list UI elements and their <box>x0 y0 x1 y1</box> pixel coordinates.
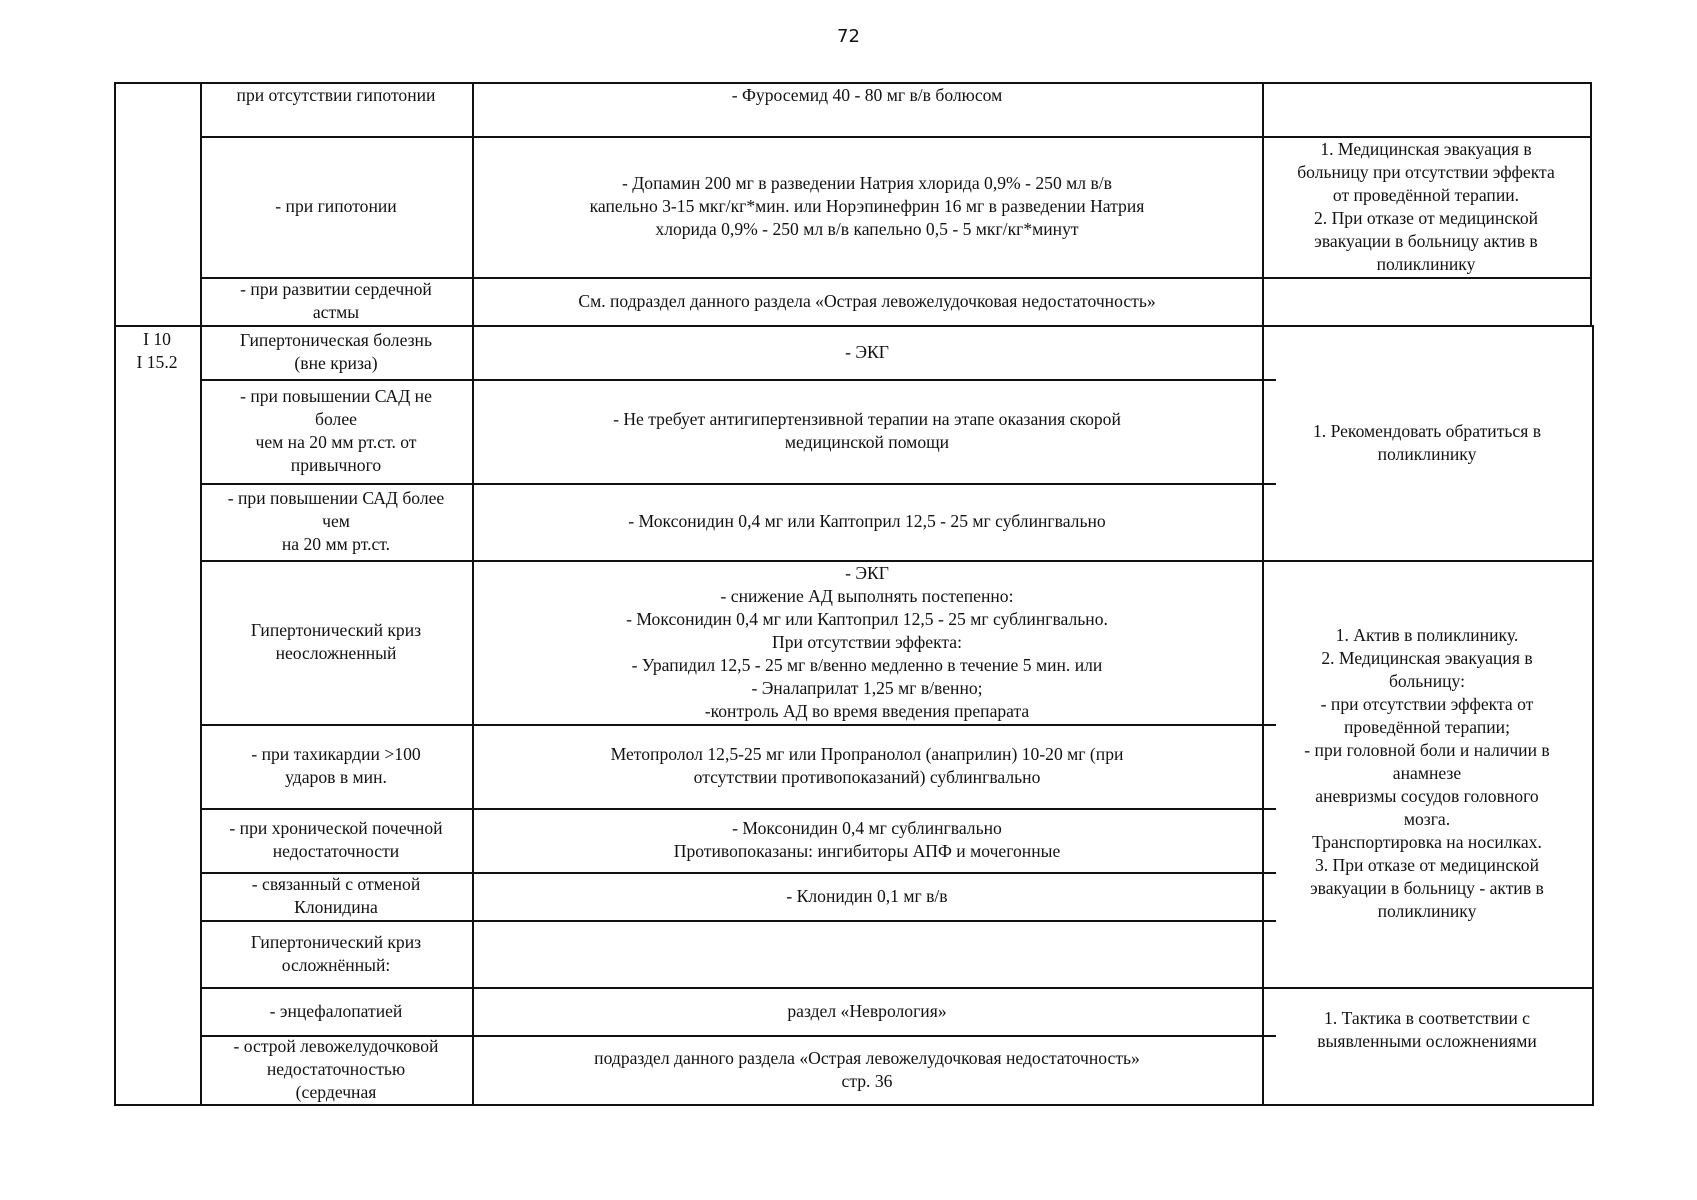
treatment-cell: См. подраздел данного раздела «Острая левожелудочковая недостаточность» <box>578 290 1156 311</box>
condition-cell: - при хронической почечной недостаточности <box>229 818 443 861</box>
condition-cell: - связанный с отменой Клонидина <box>251 874 421 917</box>
table-rule <box>114 82 116 1106</box>
condition-cell: при отсутствии гипотонии <box>236 85 436 105</box>
treatment-cell: - ЭКГ - снижение АД выполнять постепенно: - Моксонидин 0,4 мг или Каптоприл 12,5 - 25 мг сублингвально. При отсутствии эффекта: - Урапидил 12,5 - 25 мг в/венно медленно в течение 5 мин. или - Эналаприлат 1,25 мг в/венно; -контроль АД во время введения препарата <box>626 562 1108 721</box>
treatment-cell: - Фуросемид 40 - 80 мг в/в болюсом <box>731 85 1003 105</box>
actions-cell: 1. Тактика в соответствии с выявленными осложнениями <box>1317 1008 1537 1051</box>
condition-cell: Гипертонический криз осложнённый: <box>250 931 422 975</box>
treatment-cell: раздел «Неврология» <box>787 1000 947 1021</box>
treatment-cell: подраздел данного раздела «Острая левожелудочковая недостаточность» стр. 36 <box>594 1047 1140 1091</box>
treatment-cell: - ЭКГ <box>845 341 889 362</box>
table-rule <box>1590 82 1592 327</box>
condition-cell: - при тахикардии >100 ударов в мин. <box>251 744 421 787</box>
condition-cell: Гипертонический криз неосложненный <box>250 620 422 663</box>
actions-cell: 1. Рекомендовать обратиться в поликлинику <box>1312 420 1542 464</box>
treatment-cell: - Клонидин 0,1 мг в/в <box>786 885 948 906</box>
condition-cell: Гипертоническая болезнь (вне криза) <box>240 330 432 373</box>
treatment-cell <box>472 920 1262 987</box>
actions-cell: 1. Медицинская эвакуация в больницу при отсутствии эффекта от проведённой терапии. 2. При отказе от медицинской эвакуации в больницу актив в поликлинику <box>1297 138 1555 274</box>
icd-code-cell: I 10 I 15.2 <box>136 329 178 372</box>
condition-cell: - острой левожелудочковой недостаточностью (сердечная <box>233 1036 439 1102</box>
treatment-cell: Метопролол 12,5-25 мг или Пропранолол (анаприлин) 10-20 мг (при отсутствии противопоказаний) сублингвально <box>610 744 1124 787</box>
condition-cell: - при гипотонии <box>275 196 397 216</box>
treatment-cell: - Допамин 200 мг в разведении Натрия хлорида 0,9% - 250 мл в/в капельно 3-15 мкг/кг*мин. или Норэпинефрин 16 мг в разведении Натрия хлорида 0,9% - 250 мл в/в капельно 0,5 - 5 мкг/кг*минут <box>589 173 1145 239</box>
actions-cell: 1. Актив в поликлинику. 2. Медицинская эвакуация в больницу: - при отсутствии эффекта от проведённой терапии; - при головной боли и наличии в анамнезе аневризмы сосудов головного мозга. Транспортировка на носилках. 3. При отказе от медицинской эвакуации в больницу - актив в поликлинику <box>1304 625 1550 921</box>
treatment-cell: - Не требует антигипертензивной терапии на этапе оказания скорой медицинской помощи <box>613 409 1121 452</box>
treatment-table <box>114 82 1592 1106</box>
table-rule <box>114 1104 1592 1106</box>
condition-cell: - при развитии сердечной астмы <box>240 279 432 322</box>
treatment-cell: - Моксонидин 0,4 мг сублингвально Противопоказаны: ингибиторы АПФ и мочегонные <box>673 818 1061 861</box>
treatment-cell: - Моксонидин 0,4 мг или Каптоприл 12,5 - 25 мг сублингвально <box>628 511 1106 531</box>
condition-cell: - при повышении САД не более чем на 20 мм рт.ст. от привычного <box>240 386 432 475</box>
condition-cell: - при повышении САД более чем на 20 мм рт.ст. <box>227 488 445 554</box>
condition-cell: - энцефалопатией <box>269 1000 403 1021</box>
page-number: 72 <box>837 26 860 47</box>
table-rule <box>1592 325 1594 1106</box>
